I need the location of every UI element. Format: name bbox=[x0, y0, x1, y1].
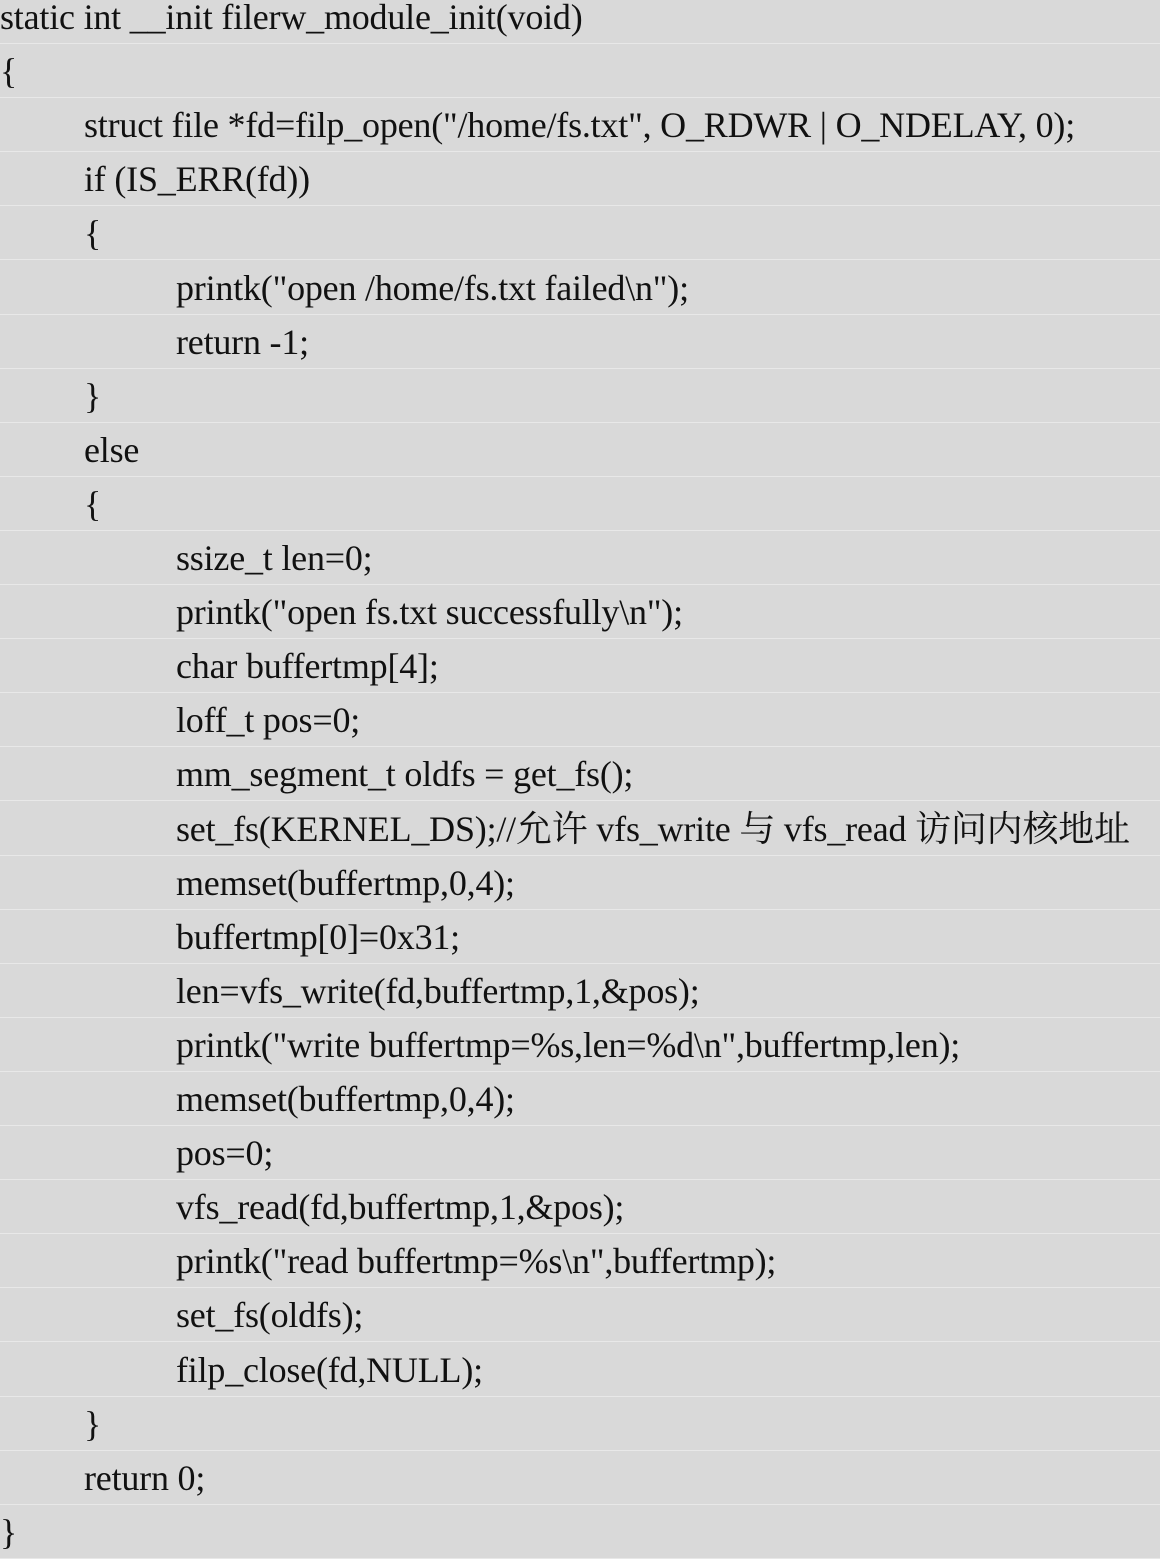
code-line bbox=[0, 531, 1160, 585]
code-line bbox=[0, 964, 1160, 1018]
code-line bbox=[0, 369, 1160, 423]
code-line-text: vfs_read(fd,buffertmp,1,&pos); bbox=[176, 1187, 625, 1228]
code-line-text: printk("read buffertmp=%s\n",buffertmp); bbox=[176, 1241, 777, 1282]
code-line bbox=[0, 0, 1160, 44]
code-line-text: buffertmp[0]=0x31; bbox=[176, 916, 460, 957]
code-line-text: printk("open /home/fs.txt failed\n"); bbox=[176, 267, 689, 308]
code-line bbox=[0, 639, 1160, 693]
code-line bbox=[0, 910, 1160, 964]
code-line bbox=[0, 1397, 1160, 1451]
code-line-text: } bbox=[0, 1511, 18, 1552]
code-line-text: len=vfs_write(fd,buffertmp,1,&pos); bbox=[176, 970, 700, 1011]
code-line bbox=[0, 152, 1160, 206]
code-line bbox=[0, 315, 1160, 369]
code-line-text: set_fs(KERNEL_DS);//允许 vfs_write 与 vfs_read 访问内核地址 bbox=[176, 808, 1130, 849]
code-line-text: } bbox=[84, 375, 102, 416]
code-line bbox=[0, 477, 1160, 531]
code-line bbox=[0, 1072, 1160, 1126]
code-line bbox=[0, 423, 1160, 477]
code-line-text: return 0; bbox=[84, 1457, 206, 1498]
code-line-text: printk("open fs.txt successfully\n"); bbox=[176, 592, 683, 633]
code-line bbox=[0, 585, 1160, 639]
code-line bbox=[0, 856, 1160, 910]
code-line-text: set_fs(oldfs); bbox=[176, 1295, 364, 1336]
code-line-text: static int __init filerw_module_init(void) bbox=[0, 0, 583, 37]
code-line-text: struct file *fd=filp_open("/home/fs.txt", O_RDWR | O_NDELAY, 0); bbox=[84, 105, 1075, 146]
code-line-text: memset(buffertmp,0,4); bbox=[176, 862, 515, 903]
code-line bbox=[0, 1451, 1160, 1505]
code-line bbox=[0, 693, 1160, 747]
code-line-text: return -1; bbox=[176, 321, 309, 362]
code-line-text: mm_segment_t oldfs = get_fs(); bbox=[176, 754, 634, 795]
code-line-text: { bbox=[84, 483, 102, 524]
code-line bbox=[0, 261, 1160, 315]
code-line bbox=[0, 1180, 1160, 1234]
code-line-text: memset(buffertmp,0,4); bbox=[176, 1079, 515, 1119]
code-line bbox=[0, 206, 1160, 260]
code-line bbox=[0, 98, 1160, 152]
code-line-text: else bbox=[84, 429, 140, 470]
code-line-text: } bbox=[84, 1403, 102, 1444]
code-line-text: { bbox=[84, 213, 102, 254]
code-line-text: printk("write buffertmp=%s,len=%d\n",buffertmp,len); bbox=[176, 1024, 961, 1065]
code-line-text: if (IS_ERR(fd)) bbox=[84, 159, 310, 200]
code-line-text: loff_t pos=0; bbox=[176, 700, 361, 741]
code-line bbox=[0, 802, 1160, 856]
code-line-text: ssize_t len=0; bbox=[176, 538, 373, 578]
code-line-text: { bbox=[0, 51, 18, 92]
code-line bbox=[0, 747, 1160, 801]
code-line-text: pos=0; bbox=[176, 1133, 274, 1174]
code-line bbox=[0, 1288, 1160, 1342]
code-line bbox=[0, 1234, 1160, 1288]
code-line bbox=[0, 44, 1160, 98]
code-line-text: char buffertmp[4]; bbox=[176, 646, 439, 687]
code-line bbox=[0, 1343, 1160, 1397]
code-line bbox=[0, 1126, 1160, 1180]
code-line bbox=[0, 1018, 1160, 1072]
code-line-text: filp_close(fd,NULL); bbox=[176, 1349, 483, 1390]
